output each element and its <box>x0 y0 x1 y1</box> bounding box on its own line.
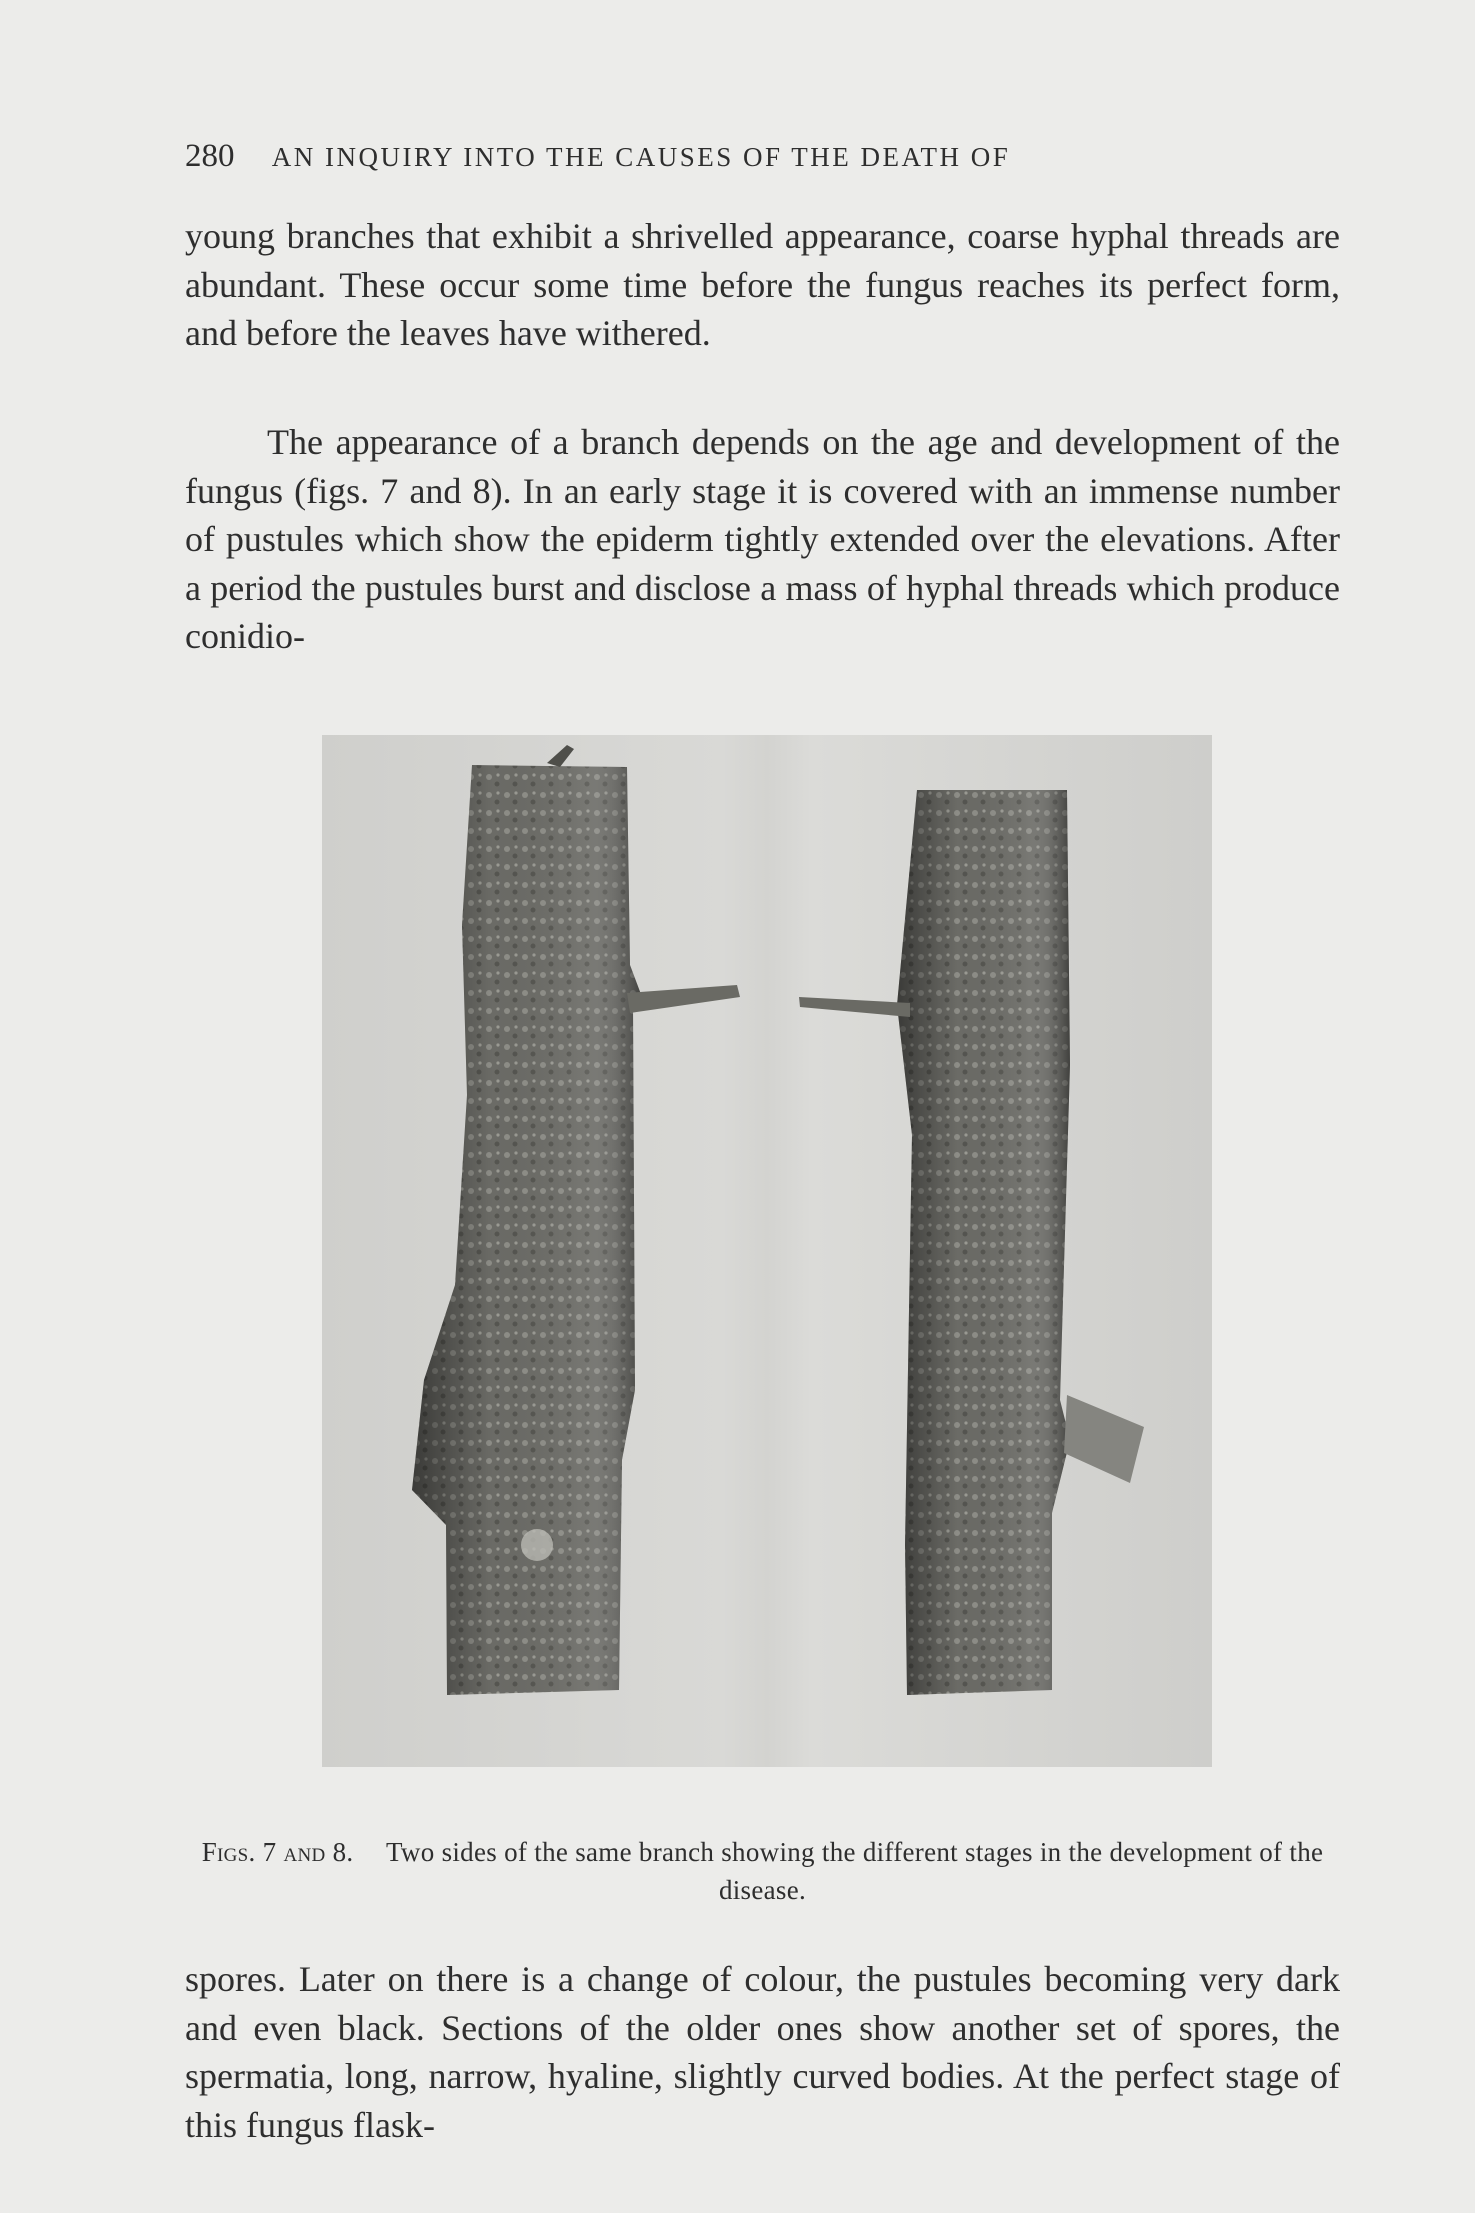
right-branch-image <box>799 790 1144 1695</box>
body-paragraph-2: The appearance of a branch depends on the age and development of the fungus (figs. 7 and 8). In an early stage it is covered with an immense number of pustules which show the epiderm tightly extended over the elevations. After a period the pustules burst and disclose a mass of hyphal threads which produce conidio- <box>185 422 1340 657</box>
figure-caption <box>200 1833 1325 1909</box>
figure-caption-text: Two sides of the same branch showing the different stages in the development of the disease. <box>386 1837 1324 1905</box>
body-paragraph-3: spores. Later on there is a change of colour, the pustules becoming very dark and even black. Sections of the older ones show another set of spores, the spermatia, long, narrow, hyaline, slightly curved bodies. At the perfect stage of this fungus flask- <box>185 1959 1340 2145</box>
left-branch-image <box>412 745 740 1695</box>
page-header <box>185 138 1335 178</box>
running-head: AN INQUIRY INTO THE CAUSES OF THE DEATH OF <box>271 142 1011 172</box>
body-paragraph-1: young branches that exhibit a shrivelled appearance, coarse hyphal threads are abundant. These occur some time before the fungus reaches its perfect form, and before the leaves have withered. <box>185 216 1340 354</box>
page-number: 280 <box>185 138 235 174</box>
branch-photograph-illustration <box>322 735 1212 1767</box>
figure-reference: Figs. 7 and 8. <box>201 1837 354 1867</box>
branch-photograph <box>322 735 1212 1767</box>
